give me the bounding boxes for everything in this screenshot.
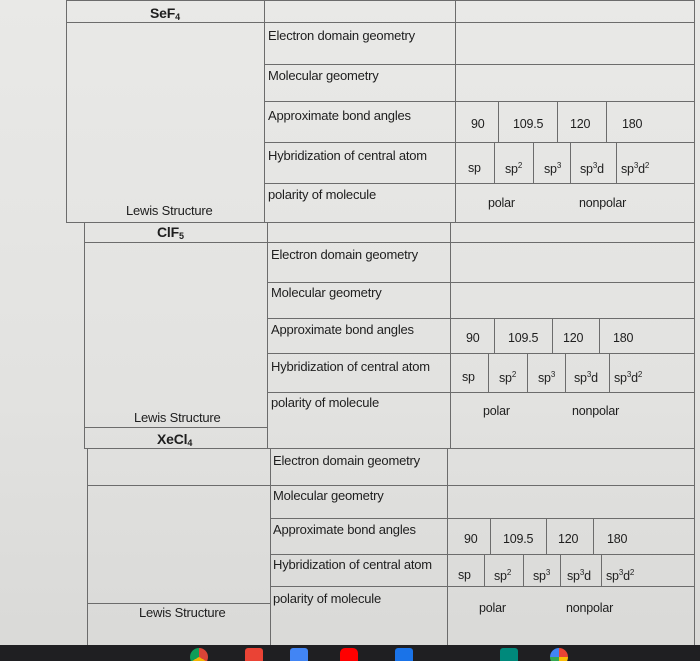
calendar-icon[interactable]: [395, 648, 413, 661]
option-divider: [606, 101, 607, 142]
option-divider: [601, 554, 602, 586]
row-line: [270, 586, 694, 587]
molecule-title: SeF$_4$: [150, 5, 180, 22]
row-label-polarity: polarity of molecule: [273, 591, 381, 606]
row-label-molecular-geometry: Molecular geometry: [271, 285, 382, 300]
option-divider: [546, 518, 547, 554]
angle-option-180[interactable]: 180: [613, 331, 634, 345]
row-line: [267, 353, 694, 354]
option-divider: [527, 353, 528, 392]
row-line: [270, 518, 694, 519]
row-label-bond-angles: Approximate bond angles: [271, 322, 414, 337]
hybrid-option-sp2[interactable]: $sp^2$: [499, 370, 517, 385]
row-label-hybridization: Hybridization of central atom: [273, 557, 432, 572]
option-divider: [490, 518, 491, 554]
polarity-option-polar[interactable]: polar: [479, 601, 506, 615]
row-label-hybridization: Hybridization of central atom: [271, 359, 430, 374]
angle-option-90[interactable]: 90: [466, 331, 480, 345]
table-border-right: [694, 0, 695, 645]
lewis-structure-label: Lewis Structure: [126, 203, 213, 218]
row-line: [270, 554, 694, 555]
hybrid-option-sp3d[interactable]: $sp^3d$: [580, 161, 604, 176]
row-label-bond-angles: Approximate bond angles: [273, 522, 416, 537]
column-divider: [450, 222, 451, 448]
row-label-molecular-geometry: Molecular geometry: [273, 488, 384, 503]
option-divider: [565, 353, 566, 392]
table-border-left: [84, 222, 85, 448]
row-label-electron-domain-geometry: Electron domain geometry: [268, 28, 415, 43]
column-divider: [264, 0, 265, 222]
hybrid-option-sp[interactable]: sp: [468, 161, 481, 175]
hybrid-option-sp2[interactable]: $sp^2$: [494, 568, 512, 583]
youtube-icon[interactable]: [340, 648, 358, 661]
row-label-hybridization: Hybridization of central atom: [268, 148, 427, 163]
hybrid-option-sp3d2[interactable]: $sp^3d^2$: [614, 370, 643, 385]
polarity-option-polar[interactable]: polar: [483, 404, 510, 418]
chrome-icon[interactable]: [190, 648, 208, 661]
option-divider: [523, 554, 524, 586]
table-border-left: [87, 448, 88, 645]
option-divider: [557, 101, 558, 142]
column-divider: [267, 222, 268, 448]
hybrid-option-sp2[interactable]: $sp^2$: [505, 161, 523, 176]
row-line: [66, 22, 694, 23]
hybrid-option-sp3[interactable]: $sp^3$: [538, 370, 556, 385]
polarity-option-nonpolar[interactable]: nonpolar: [566, 601, 614, 615]
option-divider: [593, 518, 594, 554]
row-line: [66, 0, 694, 1]
angle-option-180[interactable]: 180: [607, 532, 628, 546]
option-divider: [488, 353, 489, 392]
row-line: [264, 101, 694, 102]
row-line: [84, 448, 694, 449]
hybrid-option-sp3d2[interactable]: $sp^3d^2$: [606, 568, 635, 583]
polarity-option-nonpolar[interactable]: nonpolar: [579, 196, 627, 210]
angle-option-109-5[interactable]: 109.5: [508, 331, 539, 345]
row-line: [267, 318, 694, 319]
option-divider: [609, 353, 610, 392]
row-line: [264, 142, 694, 143]
hybrid-option-sp3d[interactable]: $sp^3d$: [567, 568, 591, 583]
angle-option-109-5[interactable]: 109.5: [503, 532, 534, 546]
angle-option-180[interactable]: 180: [622, 117, 643, 131]
option-divider: [533, 142, 534, 183]
row-line: [267, 392, 694, 393]
column-divider: [270, 448, 271, 645]
row-line: [84, 242, 694, 243]
table-border-left: [66, 0, 67, 222]
lewis-structure-label: Lewis Structure: [139, 605, 226, 620]
angle-option-120[interactable]: 120: [563, 331, 584, 345]
option-divider: [498, 101, 499, 142]
hybrid-option-sp[interactable]: sp: [462, 370, 475, 384]
molecule-title: XeCl$_4$: [157, 431, 193, 448]
row-line: [264, 64, 694, 65]
row-label-molecular-geometry: Molecular geometry: [268, 68, 379, 83]
angle-option-90[interactable]: 90: [464, 532, 478, 546]
hybrid-option-sp3[interactable]: $sp^3$: [544, 161, 562, 176]
row-line: [87, 603, 270, 604]
polarity-option-polar[interactable]: polar: [488, 196, 515, 210]
option-divider: [570, 142, 571, 183]
column-divider: [455, 0, 456, 222]
angle-option-120[interactable]: 120: [570, 117, 591, 131]
option-divider: [560, 554, 561, 586]
row-line: [267, 282, 694, 283]
angle-option-109-5[interactable]: 109.5: [513, 117, 544, 131]
column-divider: [447, 448, 448, 645]
option-divider: [552, 318, 553, 353]
option-divider: [599, 318, 600, 353]
angle-option-120[interactable]: 120: [558, 532, 579, 546]
row-line: [87, 485, 694, 486]
row-line: [84, 427, 267, 428]
row-label-electron-domain-geometry: Electron domain geometry: [271, 247, 418, 262]
row-label-polarity: polarity of molecule: [268, 187, 376, 202]
hybrid-option-sp[interactable]: sp: [458, 568, 471, 582]
taskbar: [0, 645, 700, 661]
meet-icon[interactable]: [500, 648, 518, 661]
row-label-electron-domain-geometry: Electron domain geometry: [273, 453, 420, 468]
row-label-bond-angles: Approximate bond angles: [268, 108, 411, 123]
photos-icon[interactable]: [550, 648, 568, 661]
option-divider: [484, 554, 485, 586]
hybrid-option-sp3d2[interactable]: $sp^3d^2$: [621, 161, 650, 176]
angle-option-90[interactable]: 90: [471, 117, 485, 131]
gmail-icon[interactable]: [245, 648, 263, 661]
option-divider: [616, 142, 617, 183]
lewis-structure-label: Lewis Structure: [134, 410, 221, 425]
option-divider: [494, 318, 495, 353]
row-line: [264, 183, 694, 184]
hybrid-option-sp3[interactable]: $sp^3$: [533, 568, 551, 583]
option-divider: [494, 142, 495, 183]
docs-icon[interactable]: [290, 648, 308, 661]
row-label-polarity: polarity of molecule: [271, 395, 379, 410]
hybrid-option-sp3d[interactable]: $sp^3d$: [574, 370, 598, 385]
molecule-title: ClF$_5$: [157, 224, 184, 241]
row-line: [66, 222, 694, 223]
polarity-option-nonpolar[interactable]: nonpolar: [572, 404, 620, 418]
